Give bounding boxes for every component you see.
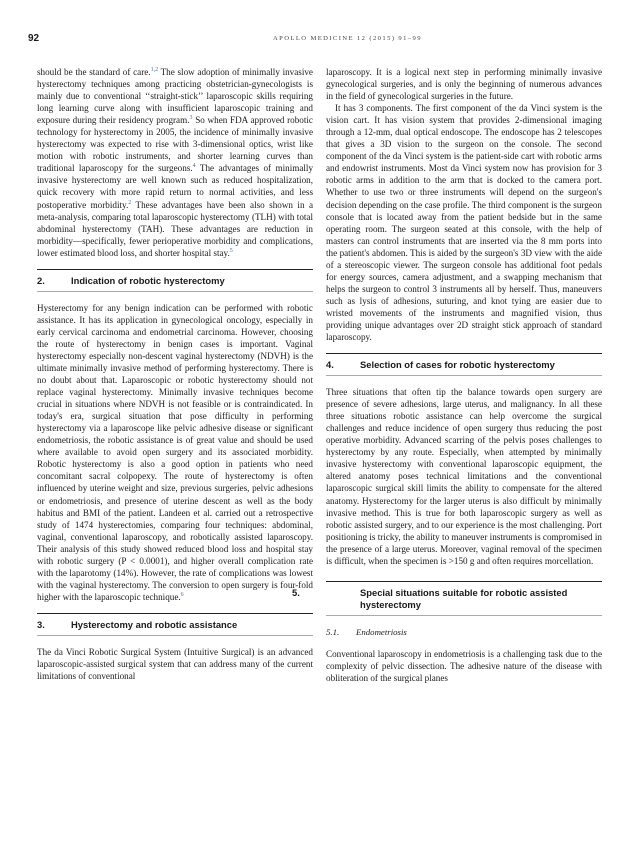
paragraph: should be the standard of care.$^{1,2}$ The slow adoption of minimally invasive hysterectomy techniques among practicing obstetrician-gynecologists is mainly due to conventional ‘‘straight-stick’’ laparoscopic skills requiring long learning curve along with insufficient laparoscopic training and exposure during their residency program.$^3$ So when FDA approved robotic technology for hysterectomy in 2005, the incidence of minimally invasive hysterectomy was expected to rise with 3-dimensional optics, wrist like motion with robotic instruments, and shorter learning curves than traditional laparoscopy for the surgeons.$^4$ The advantages of minimally invasive hysterectomy are well known such as reduced hospitalization, quick recovery with more rapid return to normal activities, and less postoperative morbidity.$^2$ These advantages have been also shown in a meta-analysis, comparing total laparoscopic hysterectomy (TLH) with total abdominal hysterectomy (TAH). These advantages are reduction in morbidity—specifically, fewer perioperative morbidity and complications, lower estimated blood loss, and shorter hospital stay.$^5$ — [37, 66, 314, 258]
section-heading: 2. Indication of robotic hysterectomy — [37, 269, 313, 292]
citation-link[interactable]: 6 — [180, 591, 184, 598]
citation-link[interactable]: 5 — [229, 247, 233, 254]
paragraph: The da Vinci Robotic Surgical System (Intuitive Surgical) is an advanced laparoscopic-assisted surgical system that can address many of the current limitations of conventional — [37, 646, 313, 682]
paragraph: Conventional laparoscopy in endometriosis is a challenging task due to the complexity of pelvic dissection. The adhesive nature of the disease with obliteration of the surgical planes — [326, 648, 602, 683]
citation-link[interactable]: 1,2 — [150, 66, 159, 73]
citation-link[interactable]: 3 — [189, 115, 193, 122]
citation-link[interactable]: 2 — [128, 199, 132, 206]
page-header — [28, 34, 610, 48]
page-number: 92 — [28, 33, 40, 44]
citation-link[interactable]: 4 — [192, 163, 196, 170]
left-column — [37, 66, 313, 682]
section-heading: 3. Hysterectomy and robotic assistance — [37, 613, 313, 636]
paragraph: It has 3 components. The first component of the da Vinci system is the vision cart. It has vision system that provides 2-dimensional imaging through a 12-mm, dual optical endoscope. The endoscope has 2 telescopes that gives a 3D vision to the surgeon on the console. The second component of the da Vinci system is the patient-side cart with robotic arms and endowrist instruments. Most da Vinci system now has provision for 3 robotic arms in addition to the arm that is docked to the camera port. Whether to use two or three instruments will depend on the surgeon's decision depending on the case profile. The third component is the surgeon console that is located away from the patient bedside but in the same operating room. The surgeon seated at this console, with the help of masters can control instruments that are inserted via the 8 mm ports into the patient's abdomen. This is aided by the surgeon's 3D view with the aide of a stereoscopic viewer. The surgeon console has additional foot pedals for energy sources, camera adjustment, and a swapping mechanism that helps the surgeon to control 3 instruments all by herself. Thus, maneuvers such as lysis of adhesions, suturing, and knot tying are easier due to wristed movements of the instruments and magnified vision, thus providing unique advantages over 2D straight stick approach of standard laparoscopy. — [326, 103, 602, 343]
paragraph: Three situations that often tip the balance towards open surgery are presence of severe adhesions, large uterus, and malignancy. In all these three situations robotic assistance can help overcome the surgical challenges and reduce incidence of open surgery thus reducing the post operative morbidity. Advanced scarring of the pelvis poses challenges to hysterectomy by any route. Especially, when attempted by minimally invasive hysterectomy with conventional laparoscopic equipment, the altered anatomy poses technical limitations and the conventional laparoscopic surgical skill limits the ability to compensate for the altered anatomy. Hysterectomy for the larger uterus is also difficult by minimally invasive method. This is true for both laparoscopic surgery as well as robotic assisted surgery, and to our experience is the most challenging. Port positioning is tricky, the ability to maneuver instruments is compromised in the presence of a large uterus. Moreover, vaginal removal of the specimen is difficult, when the specimen is >150 g and often requires morcellation. — [326, 387, 602, 566]
running-title: APOLLO MEDICINE 12 (2015) 91–99 — [273, 35, 422, 42]
right-column — [292, 66, 602, 684]
section-heading: 4. Selection of cases for robotic hysterectomy — [326, 353, 602, 376]
paragraph: laparoscopy. It is a logical next step in performing minimally invasive gynecological surgeries, and is only the beginning of numerous advances in the field of gynecological surgeries in the future. — [326, 67, 602, 102]
subsection-heading: 5.1. Endometriosis — [326, 626, 407, 637]
section-heading: 5. Special situations suitable for robotic assisted hysterectomy — [326, 581, 602, 616]
paragraph: Hysterectomy for any benign indication can be performed with robotic assistance. It has its application in gynecological oncology, especially in early cervical carcinoma and endometrial carcinoma. However, choosing the route of hysterectomy in benign cases is important. Vaginal hysterectomy especially non-descent vaginal hysterectomy (NDVH) is the ultimate minimally invasive method of performing hysterectomy. There is no doubt about that. Laparoscopic or robotic hysterectomy should not replace vaginal hysterectomy. Minimally invasive techniques become crucial in situations where NDVH is not feasible or is contraindicated. In today's era, surgical situation that pose difficulty in performing hysterectomy via a laparoscope like pelvic adhesive disease or significant endometriosis, the robotic assistance is of great value and should be used where available to avoid open surgery and its associated morbidity. Robotic hysterectomy is also a good option in patients who need concomitant sacral colpopexy. The route of hysterectomy is often influenced by uterine weight and size, previous surgeries, pelvic adhesions or endometriosis, and presence of uterine descent as well as the body habitus and BMI of the patient. Landeen et al. carried out a retrospective study of 1474 hysterectomies, comparing four techniques: abdominal, vaginal, conventional laparoscopy, and robotically assisted laparoscopy. Their analysis of this study showed reduced blood loss and hospital stay with robotic surgery (P < 0.0001), and higher overall complication rate with the laparotomy (14%). However, the rate of complications was lowest with the vaginal hysterectomy. The conversion to open surgery is four-fold higher with the laparoscopic technique.$^6$ — [37, 302, 313, 602]
